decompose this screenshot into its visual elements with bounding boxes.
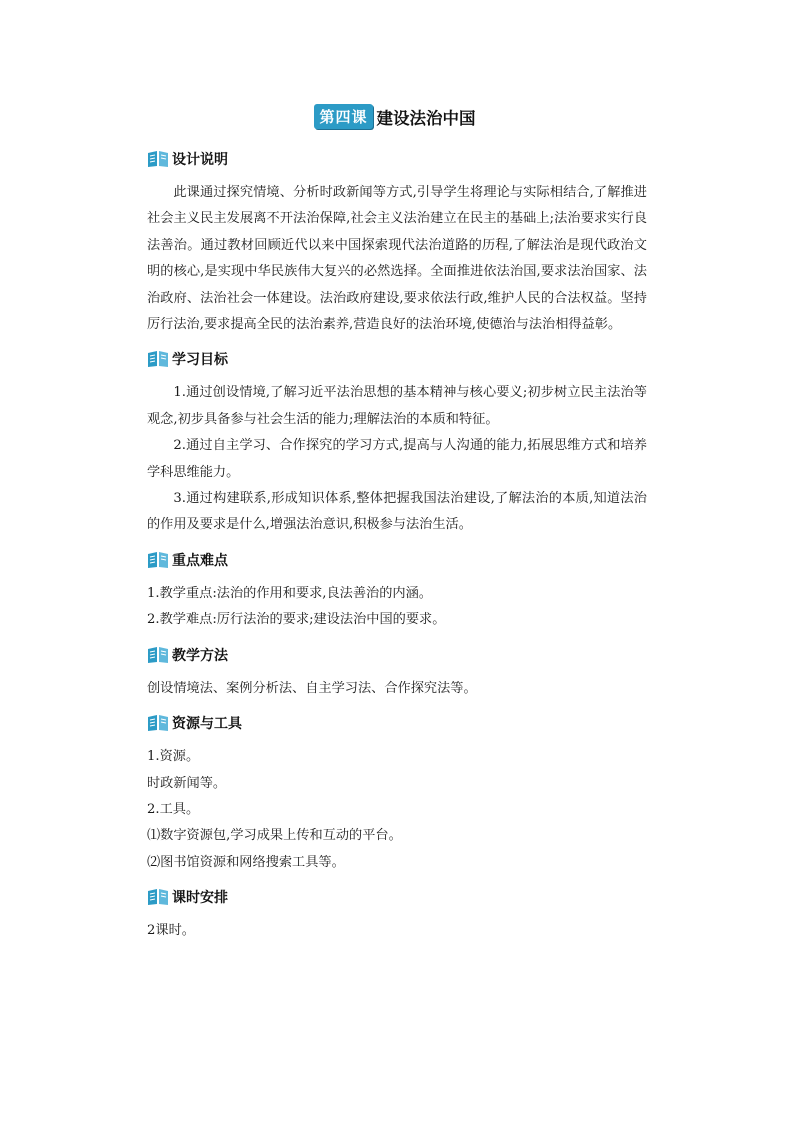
- resource-item: ⑴数字资源包,学习成果上传和互动的平台。: [147, 828, 402, 844]
- section-title: 设计说明: [172, 152, 228, 168]
- goal-item: 3.通过构建联系,形成知识体系,整体把握我国法治建设,了解法治的本质,知道法治的作用及要求是什么,增强法治意识,积极参与法治生活。: [147, 491, 647, 533]
- resource-item: 2.工具。: [147, 801, 200, 817]
- goal-item: 1.通过创设情境,了解习近平法治思想的基本精神与核心要义;初步树立民主法治等观念,初步具备参与社会生活的能力;理解法治的本质和特征。: [147, 385, 647, 427]
- open-book-icon: [147, 646, 169, 664]
- section-header-design: [147, 148, 647, 170]
- lesson-badge: 第四课: [314, 104, 372, 129]
- section-title: 资源与工具: [172, 716, 242, 733]
- resource-item: ⑵图书馆资源和网络搜索工具等。: [147, 854, 345, 870]
- open-book-icon: [147, 150, 169, 168]
- section-header-keypoints: [147, 549, 647, 571]
- section-header-methods: [147, 644, 647, 666]
- resource-item: 时政新闻等。: [147, 775, 227, 791]
- document-body: [147, 148, 647, 945]
- schedule-text: 2课时。: [147, 923, 195, 939]
- open-book-icon: [147, 888, 169, 906]
- section-title: 学习目标: [172, 352, 228, 369]
- section-header-schedule: [147, 886, 647, 908]
- design-paragraph: 此课通过探究情境、分析时政新闻等方式,引导学生将理论与实际相结合,了解推进社会主义民主发展离不开法治保障,社会主义法治建立在民主的基础上;法治要求实行良法善治。通过教材回顾近代以来中国探索现代法治道路的历程,了解法治是现代政治文明的核心,是实现中华民族伟大复兴的必然选择。全面推进依法治国,要求法治国家、法治政府、法治社会一体建设。法治政府建设,要求依法行政,维护人民的合法权益。坚持厉行法治,要求提高全民的法治素养,营造良好的法治环境,使德治与法治相得益彰。: [147, 185, 647, 333]
- open-book-icon: [147, 350, 169, 368]
- methods-text: 创设情境法、案例分析法、自主学习法、合作探究法等。: [147, 680, 477, 696]
- open-book-icon: [147, 551, 169, 569]
- section-title: 课时安排: [172, 890, 228, 907]
- lesson-title: 建设法治中国: [376, 108, 476, 128]
- goal-item: 2.通过自主学习、合作探究的学习方式,提高与人沟通的能力,拓展思维方式和培养学科思维能力。: [147, 438, 647, 480]
- section-header-resources: [147, 712, 647, 734]
- section-title: 重点难点: [172, 552, 228, 569]
- lesson-header: [0, 104, 794, 129]
- section-title: 教学方法: [172, 647, 228, 664]
- resource-item: 1.资源。: [147, 749, 200, 765]
- keypoint-item: 2.教学难点:厉行法治的要求;建设法治中国的要求。: [147, 612, 446, 628]
- keypoint-item: 1.教学重点:法治的作用和要求,良法善治的内涵。: [147, 585, 432, 601]
- open-book-icon: [147, 714, 169, 732]
- section-header-goals: [147, 348, 647, 370]
